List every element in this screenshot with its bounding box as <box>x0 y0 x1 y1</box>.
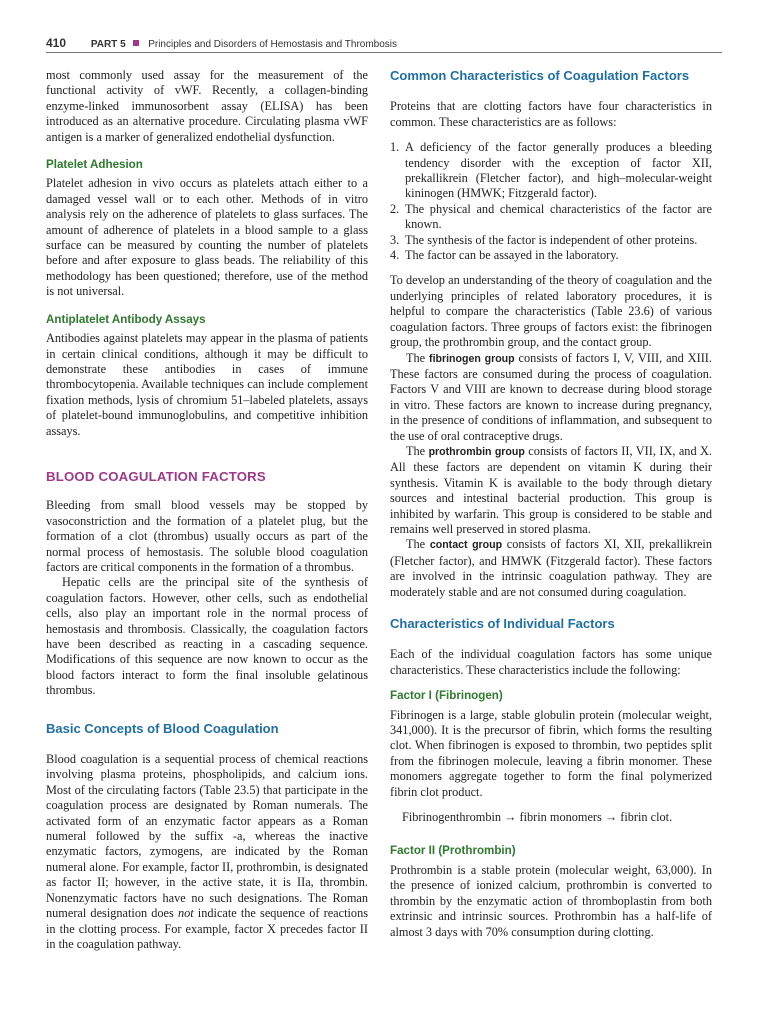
header-rule <box>46 52 722 53</box>
bcf-paragraph-2: Hepatic cells are the principal site of the synthesis of coagulation factors. However, other cells, such as endothelial cells, also play an important role in the normal process of hemostasis and thrombosis. Classically, the coagulation factors have been described as reacting in a cascading sequence. Modifications of this sequence are now known to occur as the blood factors interact to form the final insoluble gelatinous thrombus. <box>46 575 368 698</box>
prothrombin-group-term: prothrombin group <box>428 445 525 458</box>
factor-i-heading: Factor I (Fibrinogen) <box>390 689 503 703</box>
platelet-adhesion-paragraph: Platelet adhesion in vivo occurs as platelets attach either to a damaged vessel wall or to each other. Methods of in vitro analysis rely on the adherence of platelets to glass surfaces. The amount of adherence of platelets in a blood sample to a glass surface can be measured by counting the number of platelets before and after exposure to glass beads. The reliability of this methodology has been questioned; therefore, use of the method is not universal. <box>46 176 368 299</box>
common-characteristics-heading: Common Characteristics of Coagulation Factors <box>390 68 690 83</box>
individual-intro-paragraph: Each of the individual coagulation factors has some unique characteristics. These characteristics include the following: <box>390 647 712 677</box>
antiplatelet-paragraph: Antibodies against platelets may appear in the plasma of patients in certain clinical conditions, although it may be difficult to demonstrate these antibodies in cases of immune thrombocytopenia. Available techniques can include complement fixation methods, lysis of chromium 51–labeled platelets, assays of platelet-bound immunoglobulins, and competitive inhibition assays. <box>46 331 368 438</box>
part-label: PART 5 <box>90 39 126 50</box>
prothrombin-group-paragraph: The prothrombin group consists of factors II, VII, IX, and X. All these factors are dependent on vitamin K during their synthesis. Vitamin K is available to the body through dietary sources and intestinal bacterial production. This group is inhibited by warfarin. This group is considered to be stable and remains well preserved in stored plasma. <box>390 443 712 536</box>
list-item: 4. The factor can be assayed in the laboratory. <box>390 248 619 263</box>
square-bullet-icon <box>133 40 139 46</box>
characteristics-list <box>390 140 712 263</box>
contact-group-paragraph: The contact group consists of factors XI, XII, prekallikrein (Fletcher factor), and HMWK (Fitzgerald factor). These factors are involved in the intrinsic coagulation pathway. They are moderately stable and are not consumed during coagulation. <box>390 537 712 599</box>
fibrinogen-group-paragraph: The fibrinogen group consists of factors I, V, VIII, and XIII. These factors are consumed during the process of coagulation. Factors V and VIII are known to decrease during blood storage in vitro. These factors are known to increase during pregnancy, in the presence of conditions of inflammation, and subsequent to the use of oral contraceptive drugs. <box>390 350 712 443</box>
header-title: Principles and Disorders of Hemostasis and Thrombosis <box>148 39 398 50</box>
factor-i-paragraph: Fibrinogen is a large, stable globulin protein (molecular weight, 341,000). It is the precursor of fibrin, which forms the resulting clot. When fibrinogen is exposed to thrombin, two peptides split from the fibrinogen molecule, leaving a fibrin monomer. These monomers aggregate together to form the final polymerized fibrin clot product. <box>390 707 712 799</box>
right-column <box>390 68 712 940</box>
common-intro-paragraph: Proteins that are clotting factors have four characteristics in common. These characteristics are as follows: <box>390 99 712 129</box>
list-item: 1. A deficiency of the factor generally produces a bleeding tendency disorder with the exception of factor XII, prekallikrein (Fletcher factor), and high–molecular-weight kininogen (HMWK; Fitzgerald factor). <box>390 140 712 201</box>
list-item: 2. The physical and chemical characteristics of the factor are known. <box>390 201 712 232</box>
list-item: 3. The synthesis of the factor is independent of other proteins. <box>390 232 698 247</box>
factor-ii-paragraph: Prothrombin is a stable protein (molecular weight, 63,000). In the presence of ionized calcium, prothrombin is converted to thrombin by the enzymatic action of thromboplastin from both extrinsic and intrinsic sources. Prothrombin has a half-life of almost 3 days with 70% consumption during clotting. <box>390 862 712 939</box>
platelet-adhesion-heading: Platelet Adhesion <box>46 158 143 172</box>
bcf-paragraph-1: Bleeding from small blood vessels may be stopped by vasoconstriction and the formation of a platelet plug, but the formation of a clot (thrombus) usually occurs as part of the normal process of hemostasis. The soluble blood coagulation factors are critical components in the formation of a thrombus. <box>46 498 368 574</box>
vwf-continuation-paragraph: most commonly used assay for the measurement of the functional activity of vWF. Recently, a collagen-binding enzyme-linked immunosorbent assay (ELISA) has been introduced as an alternative procedure. Circulating plasma vWF antigen is a marker of generalized endothelial dysfunction. <box>46 68 368 144</box>
individual-factors-heading: Characteristics of Individual Factors <box>390 616 615 631</box>
fibrin-equation: Fibrinogenthrombin → fibrin monomers → fibrin clot. <box>402 810 673 825</box>
page-number: 410 <box>46 36 67 50</box>
antiplatelet-heading: Antiplatelet Antibody Assays <box>46 312 206 326</box>
emphasis-not: not <box>177 906 194 921</box>
fibrinogen-group-term: fibrinogen group <box>429 352 515 365</box>
factor-ii-heading: Factor II (Prothrombin) <box>390 844 516 858</box>
running-header <box>46 36 397 50</box>
blood-coagulation-factors-heading: BLOOD COAGULATION FACTORS <box>46 468 266 484</box>
basic-concepts-heading: Basic Concepts of Blood Coagulation <box>46 720 279 736</box>
left-column <box>46 68 368 952</box>
develop-paragraph: To develop an understanding of the theory of coagulation and the underlying principles of related laboratory procedures, it is helpful to compare the characteristics (Table 23.6) of various coagulation factors. Three groups of factors exist: the fibrinogen group, the prothrombin group, and the contact group. <box>390 273 712 350</box>
basic-concepts-paragraph: Blood coagulation is a sequential process of chemical reactions involving plasma proteins, phospholipids, and calcium ions. Most of the circulating factors (Table 23.5) that participate in the coagulation process are designated by Roman numerals. The activated form of an enzymatic factor appears as a Roman numeral followed by the suffix -a, whereas the inactive enzymatic factors, zymogens, are indicated by the Roman numeral alone. For example, factor II, prothrombin, is designated as factor II; however, in the active state, it is IIa, thrombin. Nonenzymatic factors have no such designations. The Roman numeral designation does not indicate the sequence of reactions in the clotting process. For example, factor X precedes factor II in the coagulation pathway. <box>46 752 368 951</box>
contact-group-term: contact group <box>429 539 503 552</box>
